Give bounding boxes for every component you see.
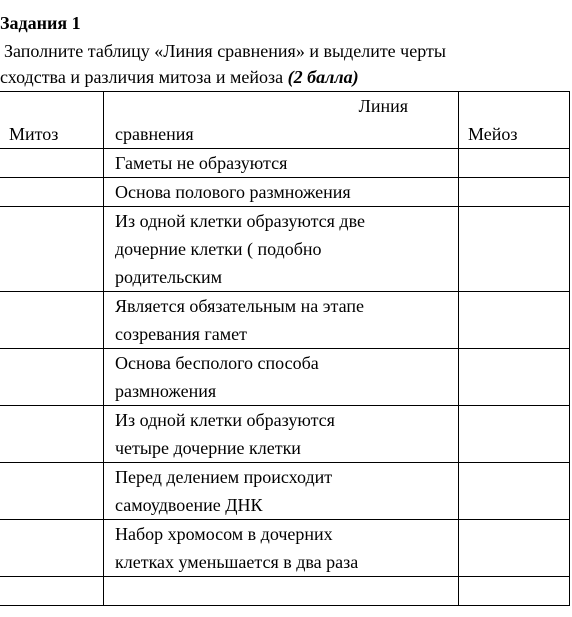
meioz-answer-cell[interactable]	[459, 520, 570, 577]
comparison-feature-cell	[104, 207, 459, 292]
table-row	[0, 520, 570, 577]
comparison-feature-cell	[104, 577, 459, 606]
feature-text-line: Перед делением происходит	[115, 467, 333, 487]
table-row	[0, 207, 570, 292]
task-instructions	[0, 38, 572, 90]
feature-text-line: Является обязательным на этапе	[115, 296, 364, 316]
feature-text-line: родительским	[115, 267, 223, 287]
feature-text-line: созревания гамет	[115, 324, 248, 344]
header-line-word-1: Линия	[358, 96, 408, 116]
feature-text-line: самоудвоение ДНК	[115, 495, 263, 515]
empty-table-row	[0, 577, 570, 606]
meioz-answer-cell[interactable]	[459, 207, 570, 292]
comparison-feature-cell	[104, 406, 459, 463]
table-row	[0, 463, 570, 520]
feature-text-line: Гаметы не образуются	[115, 153, 288, 173]
comparison-feature-cell	[104, 349, 459, 406]
table-row	[0, 178, 570, 207]
instruction-text: сходства и различия митоза и мейоза	[0, 67, 288, 87]
meioz-answer-cell[interactable]	[459, 406, 570, 463]
mitoz-answer-cell[interactable]	[0, 349, 104, 406]
header-comparison-line	[104, 92, 459, 149]
feature-text-line: Основа бесполого способа	[115, 353, 319, 373]
meioz-answer-cell[interactable]	[459, 292, 570, 349]
feature-text-line: клетках уменьшается в два раза	[115, 552, 359, 572]
mitoz-answer-cell[interactable]	[0, 463, 104, 520]
header-line-word-2: сравнения	[115, 124, 194, 144]
table-row	[0, 149, 570, 178]
feature-text-line: размножения	[115, 381, 217, 401]
mitoz-answer-cell[interactable]	[0, 178, 104, 207]
meioz-answer-cell[interactable]	[459, 149, 570, 178]
comparison-table	[0, 91, 570, 606]
mitoz-answer-cell[interactable]	[0, 149, 104, 178]
feature-text-line: Набор хромосом в дочерних	[115, 524, 333, 544]
table-row	[0, 406, 570, 463]
comparison-feature-cell	[104, 178, 459, 207]
comparison-feature-cell	[104, 292, 459, 349]
feature-text-line: дочерние клетки ( подобно	[115, 239, 322, 259]
mitoz-answer-cell[interactable]	[0, 406, 104, 463]
header-mitoz: Митоз	[0, 92, 104, 149]
mitoz-answer-cell[interactable]	[0, 292, 104, 349]
next-task-cutoff	[0, 603, 572, 617]
feature-text-line: Основа полового размножения	[115, 182, 351, 202]
feature-text-line: четыре дочерние клетки	[115, 438, 301, 458]
comparison-feature-cell	[104, 520, 459, 577]
comparison-feature-cell	[104, 463, 459, 520]
task-title: Задания 1	[0, 13, 81, 33]
mitoz-answer-cell[interactable]	[0, 577, 104, 606]
table-header-row	[0, 92, 570, 149]
header-meioz: Мейоз	[459, 92, 570, 149]
meioz-answer-cell[interactable]	[459, 178, 570, 207]
meioz-answer-cell[interactable]	[459, 463, 570, 520]
points-label: (2 балла)	[287, 67, 359, 87]
meioz-answer-cell[interactable]	[459, 577, 570, 606]
mitoz-answer-cell[interactable]	[0, 207, 104, 292]
mitoz-answer-cell[interactable]	[0, 520, 104, 577]
table-row	[0, 292, 570, 349]
table-row	[0, 349, 570, 406]
feature-text-line: Из одной клетки образуются две	[115, 211, 365, 231]
comparison-feature-cell	[104, 149, 459, 178]
instruction-line-2	[0, 64, 572, 90]
meioz-answer-cell[interactable]	[459, 349, 570, 406]
feature-text-line: Из одной клетки образуются	[115, 410, 335, 430]
instruction-line-1: Заполните таблицу «Линия сравнения» и выделите черты	[4, 41, 446, 61]
